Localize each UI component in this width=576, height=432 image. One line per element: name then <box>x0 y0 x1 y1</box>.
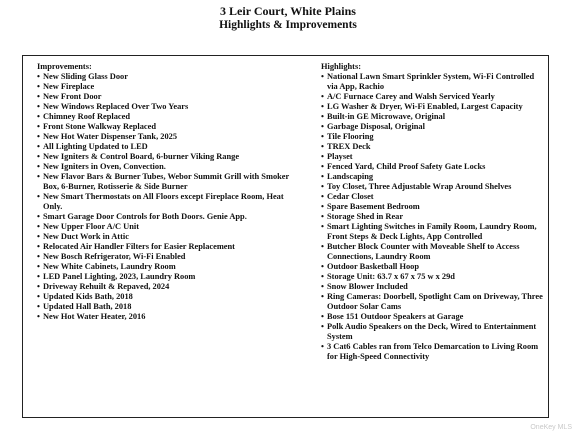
list-item: • Smart Garage Door Controls for Both Doors. Genie App. <box>37 212 299 222</box>
list-item: • Driveway Rehuilt & Repaved, 2024 <box>37 282 299 292</box>
list-item: • New Igniters & Control Board, 6-burner Viking Range <box>37 152 299 162</box>
document-header <box>0 4 576 32</box>
highlights-section <box>321 62 546 362</box>
list-item: • Outdoor Basketball Hoop <box>321 262 546 272</box>
list-item: • New White Cabinets, Laundry Room <box>37 262 299 272</box>
list-item: • New Upper Floor A/C Unit <box>37 222 299 232</box>
list-item: • Polk Audio Speakers on the Deck, Wired to Entertainment System <box>321 322 546 342</box>
list-item: • Bose 151 Outdoor Speakers at Garage <box>321 312 546 322</box>
list-item: • 3 Cat6 Cables ran from Telco Demarcation to Living Room for High-Speed Connectivity <box>321 342 546 362</box>
list-item: • Built-in GE Microwave, Original <box>321 112 546 122</box>
list-item: • New Duct Work in Attic <box>37 232 299 242</box>
list-item: • All Lighting Updated to LED <box>37 142 299 152</box>
highlights-heading: Highlights: <box>321 62 362 71</box>
list-item: • New Flavor Bars & Burner Tubes, Webor Summit Grill with Smoker Box, 6-Burner, Rotisserie & Side Burner <box>37 172 299 192</box>
list-item: • Garbage Disposal, Original <box>321 122 546 132</box>
improvements-section <box>37 62 299 322</box>
list-item: • A/C Furnace Carey and Walsh Serviced Yearly <box>321 92 546 102</box>
list-item: • LED Panel Lighting, 2023, Laundry Room <box>37 272 299 282</box>
list-item: • TREX Deck <box>321 142 546 152</box>
list-item: • Spare Basement Bedroom <box>321 202 546 212</box>
list-item: • New Fireplace <box>37 82 299 92</box>
list-item: • Butcher Block Counter with Moveable Shelf to Access Connections, Laundry Room <box>321 242 546 262</box>
list-item: • Fenced Yard, Child Proof Safety Gate Locks <box>321 162 546 172</box>
document-subtitle: Highlights & Improvements <box>219 19 357 31</box>
list-item: • LG Washer & Dryer, Wi-Fi Enabled, Largest Capacity <box>321 102 546 112</box>
list-item: • New Front Door <box>37 92 299 102</box>
list-item: • Updated Hall Bath, 2018 <box>37 302 299 312</box>
list-item: • Ring Cameras: Doorbell, Spotlight Cam on Driveway, Three Outdoor Solar Cams <box>321 292 546 312</box>
list-item: • Updated Kids Bath, 2018 <box>37 292 299 302</box>
list-item: • New Bosch Refrigerator, Wi-Fi Enabled <box>37 252 299 262</box>
list-item: • Cedar Closet <box>321 192 546 202</box>
list-item: • Playset <box>321 152 546 162</box>
improvements-list <box>37 72 299 322</box>
list-item: • New Smart Thermostats on All Floors except Fireplace Room, Heat Only. <box>37 192 299 212</box>
list-item: • National Lawn Smart Sprinkler System, Wi-Fi Controlled via App, Rachio <box>321 72 546 92</box>
list-item: • New Hot Water Heater, 2016 <box>37 312 299 322</box>
list-item: • Toy Closet, Three Adjustable Wrap Around Shelves <box>321 182 546 192</box>
list-item: • Snow Blower Included <box>321 282 546 292</box>
highlights-list <box>321 72 546 362</box>
document-title: 3 Leir Court, White Plains <box>220 4 356 18</box>
list-item: • Relocated Air Handler Filters for Easier Replacement <box>37 242 299 252</box>
list-item: • New Sliding Glass Door <box>37 72 299 82</box>
mls-watermark: OneKey MLS <box>530 424 572 431</box>
list-item: • New Hot Water Dispenser Tank, 2025 <box>37 132 299 142</box>
list-item: • Storage Unit: 63.7 x 67 x 75 w x 29d <box>321 272 546 282</box>
improvements-heading: Improvements: <box>37 62 92 71</box>
list-item: • Storage Shed in Rear <box>321 212 546 222</box>
list-item: • Chimney Roof Replaced <box>37 112 299 122</box>
list-item: • New Windows Replaced Over Two Years <box>37 102 299 112</box>
list-item: • New Igniters in Oven, Convection. <box>37 162 299 172</box>
list-item: • Smart Lighting Switches in Family Room, Laundry Room, Front Steps & Deck Lights, App Controlled <box>321 222 546 242</box>
list-item: • Landscaping <box>321 172 546 182</box>
list-item: • Tile Flooring <box>321 132 546 142</box>
list-item: • Front Stone Walkway Replaced <box>37 122 299 132</box>
